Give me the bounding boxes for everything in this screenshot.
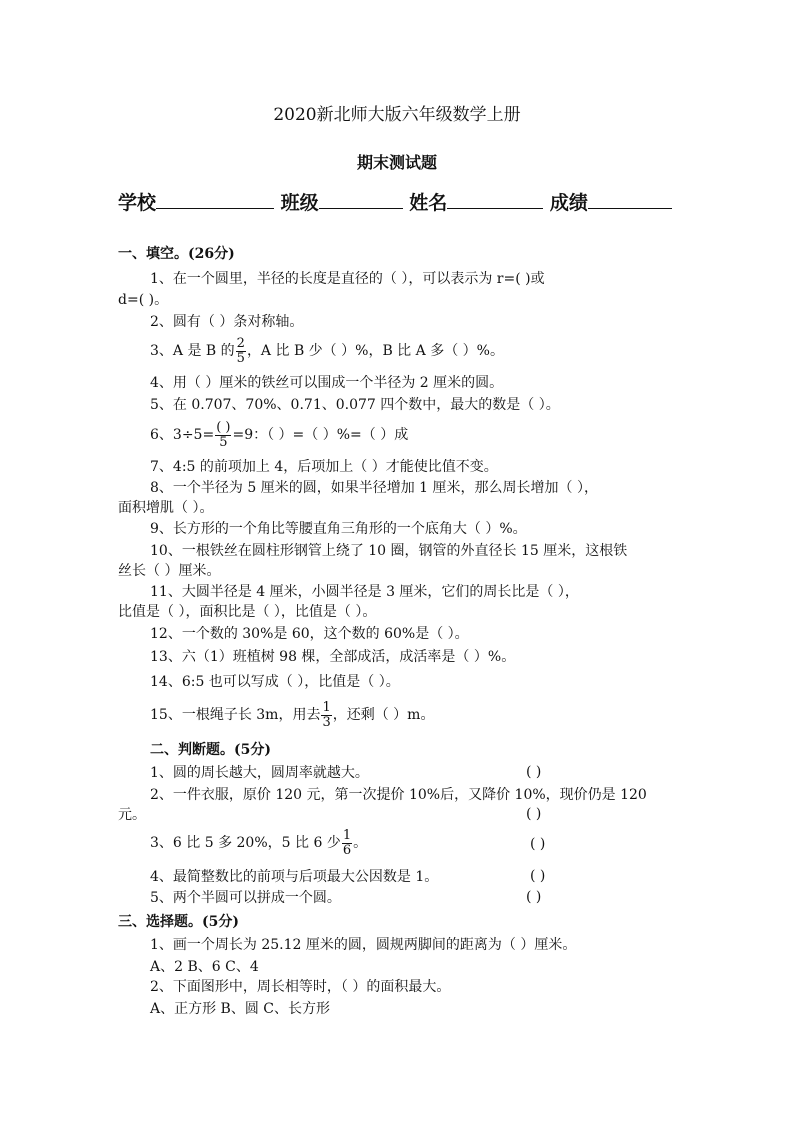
- student-info-row: [118, 188, 672, 215]
- fraction-numerator: 1: [322, 699, 331, 715]
- fill-q1-line2: d=( )。: [118, 292, 169, 308]
- judge-q3-text-post: 。: [353, 835, 368, 851]
- choice-q1-options: A、2 B、6 C、4: [150, 959, 259, 975]
- section-2-heading: 二、判断题。(5分): [150, 742, 271, 758]
- choice-q2: 2、下面图形中，周长相等时，（ ）的面积最大。: [150, 979, 451, 995]
- fill-q3-text-post: ，A 比 B 少（ ）%，B 比 A 多（ ）%。: [246, 343, 504, 359]
- section-3-heading: 三、选择题。(5分): [118, 914, 239, 930]
- field-score-label: 成绩: [549, 192, 588, 214]
- judge-q1: 1、圆的周长越大，圆周率就越大。: [150, 765, 369, 781]
- page-subtitle: 期末测试题: [356, 153, 437, 172]
- choice-q1: 1、画一个周长为 25.12 厘米的圆，圆规两脚间的距离为（ ）厘米。: [150, 937, 577, 953]
- fill-q11-line2: 比值是（ ），面积比是（ ），比值是（ ）。: [118, 604, 377, 620]
- fill-q11-line1: 11、大圆半径是 4 厘米，小圆半径是 3 厘米，它们的周长比是（ ），: [150, 584, 579, 600]
- judge-q4: 4、最简整数比的前项与后项最大公因数是 1。: [150, 869, 439, 885]
- fill-q10-line1: 10、一根铁丝在圆柱形钢管上绕了 10 圈，钢管的外直径长 15 厘米，这根铁: [150, 543, 628, 559]
- field-name-label: 姓名: [409, 192, 448, 214]
- fraction-1-3: [321, 701, 331, 730]
- field-school-label: 学校: [118, 192, 157, 214]
- fill-q10-line2: 丝长（ ）厘米。: [118, 563, 221, 579]
- fill-q5: 5、在 0.707、70%、0.71、0.077 四个数中，最大的数是（ ）。: [150, 397, 560, 413]
- fill-q15-text-post: ，还剩（ ）m。: [332, 707, 435, 723]
- fill-q2: 2、圆有（ ）条对称轴。: [150, 314, 304, 330]
- fill-q4: 4、用（ ）厘米的铁丝可以围成一个半径为 2 厘米的圆。: [150, 375, 504, 391]
- fill-q7: 7、4:5 的前项加上 4，后项加上（ ）才能使比值不变。: [150, 459, 498, 475]
- fill-q6-text: 6、3÷5=: [150, 427, 215, 443]
- fill-q3: [150, 336, 504, 366]
- fraction-blank-5: [215, 421, 231, 450]
- fraction-numerator: 2: [236, 335, 245, 351]
- fraction-2-5: [236, 337, 246, 366]
- fill-q15-text: 15、一根绳子长 3m，用去: [150, 707, 321, 723]
- judge-q2-line1: 2、一件衣服，原价 120 元，第一次提价 10%后，又降价 10%，现价仍是 120: [150, 787, 647, 803]
- judge-q2-line2: 元。: [118, 807, 146, 823]
- fill-q8-line2: 面积增肌（ ）。: [118, 500, 214, 516]
- fill-q12: 12、一个数的 30%是 60，这个数的 60%是（ ）。: [150, 626, 469, 642]
- fraction-denominator: 5: [236, 350, 245, 366]
- judge-q3-answer: ( ): [530, 836, 546, 852]
- page-title: 2020新北师大版六年级数学上册: [273, 105, 521, 125]
- fill-q6: [150, 420, 408, 450]
- judge-q2-answer: ( ): [526, 806, 542, 822]
- fraction-numerator: 1: [342, 827, 352, 843]
- field-class-blank: [319, 190, 403, 209]
- choice-q2-options: A、正方形 B、圆 C、长方形: [150, 1001, 331, 1017]
- section-1-heading: 一、填空。(26分): [118, 246, 235, 262]
- field-school-blank: [156, 190, 274, 209]
- fill-q3-text: 3、A 是 B 的: [150, 343, 235, 359]
- judge-q5-answer: ( ): [526, 889, 542, 905]
- fill-q9: 9、长方形的一个角比等腰直角三角形的一个底角大（ ）%。: [150, 521, 527, 537]
- field-name-blank: [447, 190, 543, 209]
- judge-q3: [150, 828, 367, 858]
- judge-q1-answer: ( ): [526, 764, 542, 780]
- fraction-denominator: 5: [219, 434, 228, 450]
- fill-q14: 14、6:5 也可以写成（ ），比值是（ ）。: [150, 674, 400, 690]
- judge-q5: 5、两个半圆可以拼成一个圆。: [150, 890, 341, 906]
- fraction-denominator: 3: [322, 714, 331, 730]
- field-class-label: 班级: [280, 192, 319, 214]
- judge-q3-text: 3、6 比 5 多 20%，5 比 6 少: [150, 835, 341, 851]
- fill-q15: [150, 700, 434, 730]
- fraction-1-6: [342, 829, 352, 858]
- field-score-blank: [588, 190, 672, 209]
- fill-q13: 13、六（1）班植树 98 棵，全部成活，成活率是（ ）%。: [150, 649, 516, 665]
- fill-q6-text-post: =9：（ ）=（ ）%=（ ）成: [232, 427, 409, 443]
- fill-q8-line1: 8、一个半径为 5 厘米的圆，如果半径增加 1 厘米，那么周长增加（ ），: [150, 480, 598, 496]
- fraction-numerator: ( ): [216, 419, 231, 435]
- judge-q4-answer: ( ): [530, 868, 546, 884]
- fill-q1-line1: 1、在一个圆里，半径的长度是直径的（ ），可以表示为 r=( )或: [150, 271, 545, 287]
- fraction-denominator: 6: [342, 842, 352, 858]
